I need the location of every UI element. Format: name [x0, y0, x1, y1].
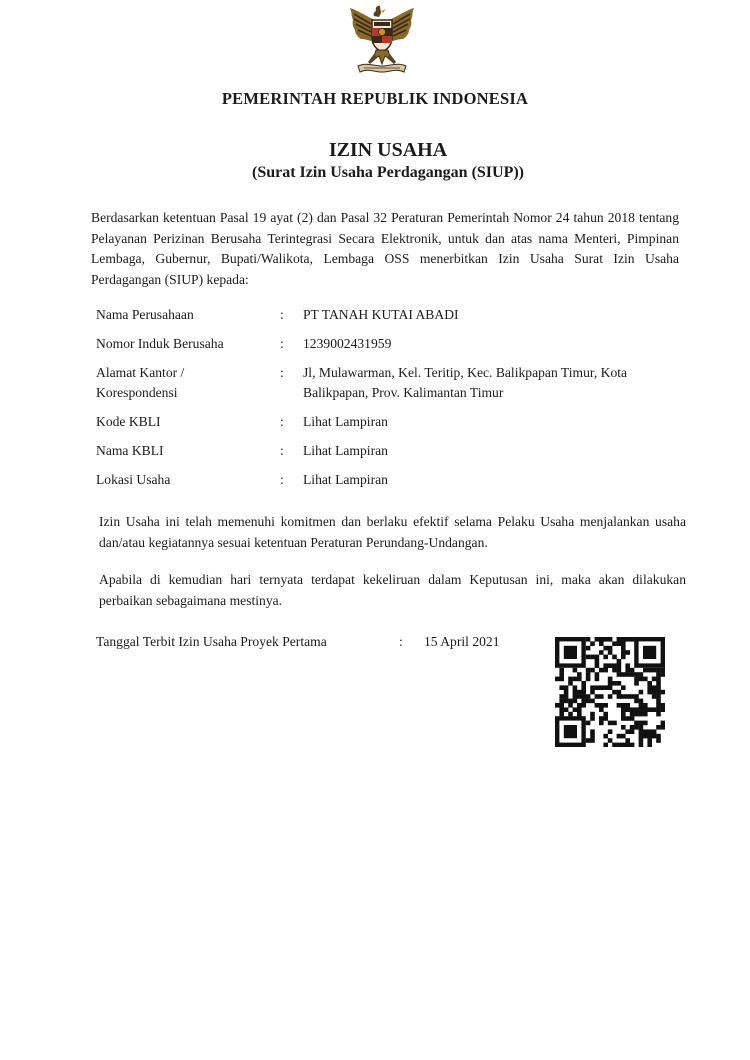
field-value: Lihat Lampiran [303, 472, 388, 487]
field-value: 1239002431959 [303, 336, 392, 351]
issue-date-colon: : [399, 634, 403, 649]
validity-paragraph: Izin Usaha ini telah memenuhi komitmen dan berlaku efektif selama Pelaku Usaha menjalankan usaha dan/atau kegiatannya sesuai ketentuan Peraturan Perundang-Undangan. [99, 514, 686, 550]
field-label: Lokasi Usaha [96, 472, 171, 487]
field-colon: : [280, 472, 284, 487]
field-colon: : [280, 365, 284, 380]
qr-code-icon [555, 637, 665, 747]
field-value: Lihat Lampiran [303, 443, 388, 458]
garuda-emblem-icon [344, 2, 420, 80]
field-label: Nama Perusahaan [96, 307, 194, 322]
government-name: PEMERINTAH REPUBLIK INDONESIA [221, 89, 529, 108]
field-colon: : [280, 336, 284, 351]
field-value: PT TANAH KUTAI ABADI [303, 307, 459, 322]
field-label: Alamat Kantor / Korespondensi [96, 365, 185, 400]
document-subtitle: (Surat Izin Usaha Perdagangan (SIUP)) [251, 164, 524, 181]
field-colon: : [280, 307, 284, 322]
field-colon: : [280, 414, 284, 429]
issue-date-label: Tanggal Terbit Izin Usaha Proyek Pertama [96, 634, 327, 649]
field-colon: : [280, 443, 284, 458]
document-title: IZIN USAHA [328, 139, 448, 161]
field-value: Lihat Lampiran [303, 414, 388, 429]
correction-paragraph: Apabila di kemudian hari ternyata terdapat kekeliruan dalam Keputusan ini, maka akan dilakukan perbaikan sebagaimana mestinya. [99, 572, 686, 608]
field-label: Nama KBLI [96, 443, 164, 458]
issue-date-value: 15 April 2021 [424, 634, 500, 649]
intro-paragraph: Berdasarkan ketentuan Pasal 19 ayat (2) dan Pasal 32 Peraturan Pemerintah Nomor 24 tahun 2018 tentang Pelayanan Perizinan Berusaha Terintegrasi Secara Elektronik, untuk dan atas nama Menteri, Pimpinan Lembaga, Gubernur, Bupati/Walikota, Lembaga OSS menerbitkan Izin Usaha Surat Izin Usaha Perdagangan (SIUP) kepada: [91, 210, 679, 287]
field-label: Nomor Induk Berusaha [96, 336, 224, 351]
field-label: Kode KBLI [96, 414, 161, 429]
field-value: Jl, Mulawarman, Kel. Teritip, Kec. Balikpapan Timur, Kota Balikpapan, Prov. Kalimantan Timur [303, 365, 628, 400]
